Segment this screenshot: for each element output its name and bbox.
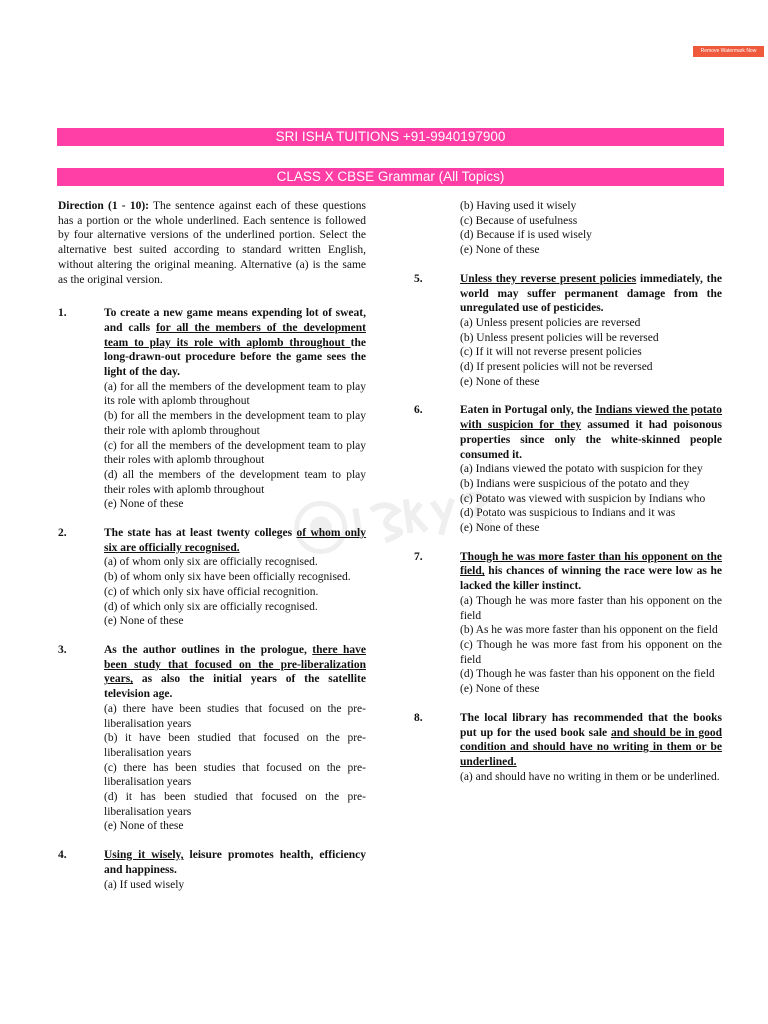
underlined-portion: and should be in good condition and should have no writing in them or be underlined. xyxy=(460,726,723,768)
option-b: (b) As he was more faster than his opponent on the field xyxy=(460,624,718,637)
option-c: (c) Because of usefulness xyxy=(460,214,578,227)
option-a: (a) Unless present policies are reversed xyxy=(460,316,641,329)
option-e: (e) None of these xyxy=(460,375,540,388)
question-2 xyxy=(58,526,366,629)
stem-text: To create a new game means expending lot of sweat, and calls xyxy=(104,307,366,334)
question-number: 2. xyxy=(58,527,67,540)
question-4-continued xyxy=(414,199,722,258)
option-e: (e) None of these xyxy=(104,498,184,511)
underlined-portion: Indians viewed the potato with suspicion for they xyxy=(460,404,722,432)
option-b: (b) of whom only six have been officially recognised. xyxy=(104,571,351,584)
option-b: (b) Unless present policies will be reversed xyxy=(460,331,659,344)
question-number: 5. xyxy=(414,272,423,285)
option-e: (e) None of these xyxy=(460,244,540,257)
question-number: 4. xyxy=(58,849,67,862)
option-d: (d) of which only six are officially recognised. xyxy=(104,600,318,613)
direction-paragraph xyxy=(58,199,366,287)
option-d: (d) Because if is used wisely xyxy=(460,229,592,242)
option-c: (c) for all the members of the development team to play their roles with aplomb throughout xyxy=(104,439,366,467)
option-a: (a) Indians viewed the potato with suspicion for they xyxy=(460,463,703,476)
option-a: (a) and should have no writing in them or be underlined. xyxy=(460,770,720,783)
stem-text: his chances of winning the race were low as he lacked the killer instinct. xyxy=(460,565,722,593)
question-stem xyxy=(460,272,722,316)
question-8 xyxy=(414,711,722,785)
left-column xyxy=(58,199,366,892)
question-3 xyxy=(58,643,366,834)
question-number: 8. xyxy=(414,711,423,724)
option-c: (c) of which only six have official recognition. xyxy=(104,585,319,598)
right-column xyxy=(414,199,722,784)
direction-text: The sentence against each of these questions has a portion or the whole underlined. Each sentence is followed by four alternative versions of the underlined portion. Select the alternative best suited according to standard written English, without altering the original meaning. Alternative (a) is the same as the original version. xyxy=(58,200,366,286)
option-a: (a) for all the members of the development team to play its role with aplomb throughout xyxy=(104,380,366,408)
underlined-portion: of whom only six are officially recognised. xyxy=(104,527,367,554)
question-stem xyxy=(460,711,722,770)
question-5 xyxy=(414,272,722,390)
option-a: (a) Though he was more faster than his opponent on the field xyxy=(460,594,722,622)
option-b: (b) it have been studied that focused on the pre-liberalisation years xyxy=(104,732,366,759)
option-c: (c) If it will not reverse present policies xyxy=(460,346,642,359)
class-title-banner: CLASS X CBSE Grammar (All Topics) xyxy=(57,168,724,186)
question-number: 3. xyxy=(58,643,67,656)
option-d: (d) all the members of the development team to play their roles with aplomb throughout xyxy=(104,468,366,496)
option-c: (c) Though he was more fast from his opponent on the field xyxy=(460,638,722,666)
stem-text: The local library has recommended that the books put up for the used book sale xyxy=(460,711,722,739)
stem-text: immediately, the world may suffer permanent damage from the unregulated use of pesticides. xyxy=(460,272,723,315)
remove-watermark-button[interactable]: Remove Watermark Now xyxy=(693,46,764,57)
direction-label: Direction (1 - 10): xyxy=(58,200,149,212)
option-d: (d) Though he was faster than his opponent on the field xyxy=(460,668,715,681)
question-1 xyxy=(58,306,366,512)
question-stem xyxy=(460,550,722,594)
question-stem xyxy=(104,526,366,555)
stem-text: As the author outlines in the prologue, xyxy=(104,643,313,656)
option-c: (c) Potato was viewed with suspicion by Indians who xyxy=(460,492,706,505)
underlined-portion: Using it wisely, xyxy=(104,849,184,862)
stem-text: The state has at least twenty colleges xyxy=(104,527,297,540)
stem-text: the long-drawn-out procedure before the game sees the light of the day. xyxy=(104,336,366,379)
option-a: (a) there have been studies that focused on the pre-liberalisation years xyxy=(104,702,366,730)
underlined-portion: for all the members of the development team to play its role with aplomb throughout xyxy=(104,321,366,349)
underlined-portion: Unless they reverse present policies xyxy=(460,272,637,285)
option-c: (c) there has been studies that focused on the pre-liberalisation years xyxy=(104,761,366,789)
option-a: (a) If used wisely xyxy=(104,878,185,891)
question-6 xyxy=(414,403,722,535)
option-d: (d) Potato was suspicious to Indians and it was xyxy=(460,507,676,520)
option-e: (e) None of these xyxy=(460,683,540,696)
option-e: (e) None of these xyxy=(460,522,540,535)
question-4 xyxy=(58,848,366,892)
tuition-header-banner: SRI ISHA TUITIONS +91-9940197900 xyxy=(57,128,724,146)
option-b: (b) for all the members in the development team to play their role with aplomb throughout xyxy=(104,410,366,437)
question-stem xyxy=(460,403,722,462)
stem-text: assumed it had poisonous properties since only the white-skinned people consumed it. xyxy=(460,419,722,461)
underlined-portion: Though he was more faster than his opponent on the field, xyxy=(460,550,722,578)
question-number: 7. xyxy=(414,550,423,563)
question-number: 1. xyxy=(58,307,67,320)
option-d: (d) it has been studied that focused on the pre-liberalisation years xyxy=(104,791,366,818)
question-7 xyxy=(414,550,722,697)
option-b: (b) Having used it wisely xyxy=(460,200,577,212)
option-b: (b) Indians were suspicious of the potato and they xyxy=(460,477,690,490)
question-stem xyxy=(104,306,366,380)
stem-text: leisure promotes health, efficiency and happiness. xyxy=(104,849,366,876)
option-e: (e) None of these xyxy=(104,820,184,833)
option-e: (e) None of these xyxy=(104,615,184,628)
option-d: (d) If present policies will not be reversed xyxy=(460,361,653,374)
question-stem xyxy=(104,848,366,877)
stem-text: as also the initial years of the satellite television age. xyxy=(104,673,366,701)
stem-text: Eaten in Portugal only, the xyxy=(460,404,596,417)
option-a: (a) of whom only six are officially recognised. xyxy=(104,556,318,569)
underlined-portion: there have been study that focused on the pre-liberalization years, xyxy=(104,643,366,686)
question-stem xyxy=(104,643,366,702)
question-number: 6. xyxy=(414,404,423,417)
